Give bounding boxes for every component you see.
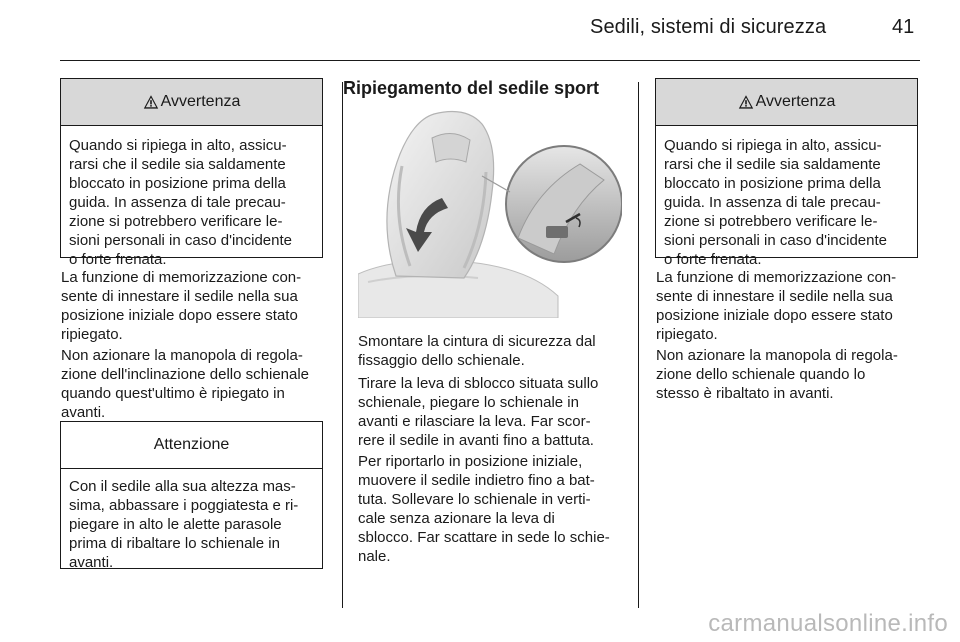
right-warning-line: Quando si ripiega in alto, assicu-: [664, 137, 882, 154]
right-paragraph-2: [656, 346, 898, 403]
left-warning-line: guida. In assenza di tale precau-: [69, 194, 286, 211]
caution-line: prima di ribaltare lo schienale in: [69, 535, 280, 552]
left-warning-line: Quando si ripiega in alto, assicu-: [69, 137, 287, 154]
header-title: Sedili, sistemi di sicurezza: [590, 16, 827, 38]
text-line: posizione iniziale dopo essere stato: [61, 307, 298, 324]
caution-line: piegare in alto le alette parasole: [69, 516, 282, 533]
text-line: avanti e rilasciare la leva. Far scor-: [358, 413, 591, 430]
left-warning-line: sioni personali in caso d'incidente: [69, 232, 293, 249]
right-warning-line: sioni personali in caso d'incidente: [664, 232, 888, 249]
text-line: fissaggio dello schienale.: [358, 352, 525, 369]
left-warning-box: [60, 78, 323, 268]
header-rule: [60, 60, 920, 61]
watermark: carmanualsonline.info: [708, 610, 948, 637]
warning-triangle-icon: [738, 94, 754, 110]
left-warning-box-body: [61, 126, 322, 269]
right-warning-line: guida. In assenza di tale precau-: [664, 194, 881, 211]
left-paragraph-2: [61, 346, 309, 422]
caution-line: Con il sedile alla sua altezza mas-: [69, 478, 296, 495]
right-paragraph-1: [656, 268, 896, 344]
text-line: La funzione di memorizzazione con-: [656, 269, 897, 286]
text-line: Non azionare la manopola di regola-: [61, 347, 303, 364]
sport-seat-folding-illustration: [358, 106, 622, 318]
left-caution-box-body: [61, 469, 322, 572]
right-warning-line: rarsi che il sedile sia saldamente: [664, 156, 881, 173]
text-line: La funzione di memorizzazione con-: [61, 269, 302, 286]
text-line: schienale, piegare lo schienale in: [358, 394, 579, 411]
right-warning-line: o forte frenata.: [664, 251, 762, 268]
middle-paragraph-3: [358, 452, 610, 566]
text-line: rere il sedile in avanti fino a battuta.: [358, 432, 594, 449]
text-line: nale.: [358, 548, 391, 565]
right-warning-box: [655, 78, 918, 268]
right-warning-box-title: Avvertenza: [755, 93, 836, 110]
left-warning-line: rarsi che il sedile sia saldamente: [69, 156, 286, 173]
text-line: sente di innestare il sedile nella sua: [656, 288, 893, 305]
text-line: zione dell'inclinazione dello schienale: [61, 366, 310, 383]
left-caution-box-title: Attenzione: [153, 436, 230, 453]
text-line: muovere il sedile indietro fino a bat-: [358, 472, 595, 489]
left-warning-line: zione si potrebbero verificare le-: [69, 213, 283, 230]
caution-line: avanti.: [69, 554, 114, 571]
column-divider-right: [638, 82, 639, 608]
left-warning-line: o forte frenata.: [69, 251, 167, 268]
text-line: posizione iniziale dopo essere stato: [656, 307, 893, 324]
left-paragraph-1: [61, 268, 301, 344]
warning-triangle-icon: [143, 94, 159, 110]
text-line: ripiegato.: [61, 326, 123, 343]
text-line: cale senza azionare la leva di: [358, 510, 555, 527]
middle-paragraph-2: [358, 374, 598, 450]
column-divider-left: [342, 82, 343, 608]
section-title: Ripiegamento del sedile sport: [343, 78, 600, 98]
left-warning-box-header: [61, 79, 322, 126]
left-caution-box-header: [61, 422, 322, 469]
text-line: ripiegato.: [656, 326, 718, 343]
text-line: sblocco. Far scattare in sede lo schie-: [358, 529, 610, 546]
left-warning-box-title: Avvertenza: [160, 93, 241, 110]
text-line: stesso è ribaltato in avanti.: [656, 385, 834, 402]
text-line: Per riportarlo in posizione iniziale,: [358, 453, 583, 470]
caution-line: sima, abbassare i poggiatesta e ri-: [69, 497, 299, 514]
text-line: quando quest'ultimo è ripiegato in: [61, 385, 285, 402]
left-caution-box: [60, 421, 323, 569]
text-line: zione dello schienale quando lo: [656, 366, 866, 383]
right-warning-line: zione si potrebbero verificare le-: [664, 213, 878, 230]
text-line: Smontare la cintura di sicurezza dal: [358, 333, 596, 350]
middle-paragraph-1: [358, 332, 596, 370]
page-number: 41: [892, 16, 915, 38]
text-line: Non azionare la manopola di regola-: [656, 347, 898, 364]
right-warning-box-header: [656, 79, 917, 126]
text-line: avanti.: [61, 404, 106, 421]
text-line: sente di innestare il sedile nella sua: [61, 288, 298, 305]
text-line: tuta. Sollevare lo schienale in verti-: [358, 491, 591, 508]
text-line: Tirare la leva di sblocco situata sullo: [358, 375, 599, 392]
right-warning-box-body: [656, 126, 917, 269]
left-warning-line: bloccato in posizione prima della: [69, 175, 286, 192]
right-warning-line: bloccato in posizione prima della: [664, 175, 881, 192]
